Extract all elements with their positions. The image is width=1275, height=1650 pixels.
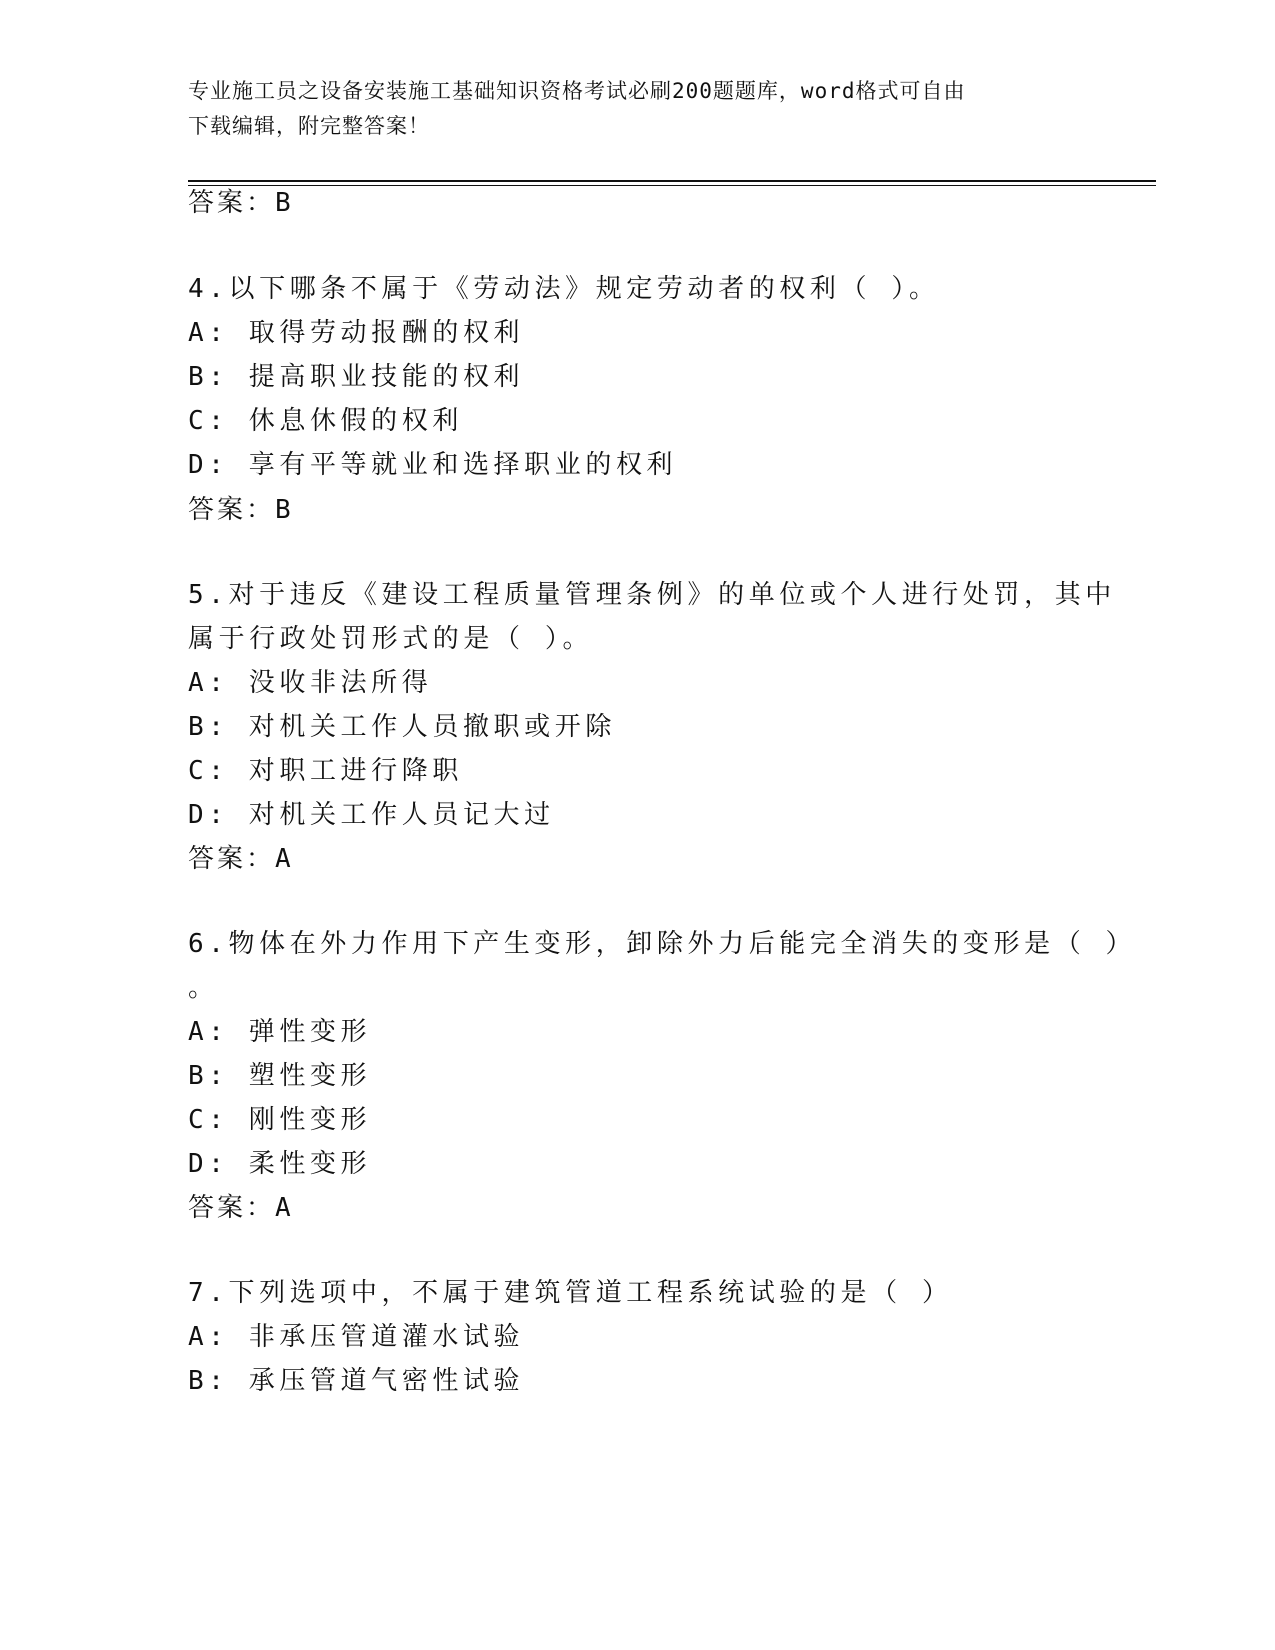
answer-value: A (275, 1193, 292, 1223)
answer-value: A (275, 844, 292, 874)
q5-question-line-2: 属于行政处罚形式的是（ ）。 (188, 624, 594, 654)
q7-question: 7.下列选项中，不属于建筑管道工程系统试验的是（ ） (188, 1278, 953, 1308)
q6-option-c: C: 刚性变形 (188, 1105, 372, 1135)
q4-option-b: B: 提高职业技能的权利 (188, 362, 525, 392)
q4-option-d: D: 享有平等就业和选择职业的权利 (188, 450, 678, 480)
q6-option-a: A: 弹性变形 (188, 1017, 372, 1047)
q6-option-b: B: 塑性变形 (188, 1061, 372, 1091)
q6-answer (188, 1192, 292, 1224)
q7-option-b: B: 承压管道气密性试验 (188, 1366, 525, 1396)
q6-option-d: D: 柔性变形 (188, 1149, 372, 1179)
q6-question-line-2: 。 (188, 973, 219, 1003)
q3-answer (188, 187, 292, 219)
q5-question-line-1: 5.对于违反《建设工程质量管理条例》的单位或个人进行处罚，其中 (188, 580, 1116, 610)
answer-label: 答案： (188, 495, 276, 525)
q4-option-c: C: 休息休假的权利 (188, 406, 463, 436)
header-divider-thin (188, 185, 1156, 186)
answer-label: 答案： (188, 844, 276, 874)
header-divider-thick (188, 180, 1156, 182)
q5-option-d: D: 对机关工作人员记大过 (188, 800, 555, 830)
q5-option-a: A: 没收非法所得 (188, 668, 433, 698)
header-line-1: 专业施工员之设备安装施工基础知识资格考试必刷200题题库，word格式可自由 (188, 79, 966, 103)
header-line-2: 下载编辑，附完整答案！ (188, 114, 430, 138)
answer-value: B (275, 495, 292, 525)
q5-option-b: B: 对机关工作人员撤职或开除 (188, 712, 616, 742)
answer-label: 答案： (188, 1193, 276, 1223)
q6-question-line-1: 6.物体在外力作用下产生变形，卸除外力后能完全消失的变形是（ ） (188, 929, 1137, 959)
q4-answer (188, 494, 292, 526)
answer-label: 答案： (188, 188, 276, 218)
q5-answer (188, 843, 292, 875)
q4-question: 4.以下哪条不属于《劳动法》规定劳动者的权利（ ）。 (188, 274, 940, 304)
q4-option-a: A: 取得劳动报酬的权利 (188, 318, 525, 348)
q7-option-a: A: 非承压管道灌水试验 (188, 1322, 525, 1352)
q5-option-c: C: 对职工进行降职 (188, 756, 463, 786)
answer-value: B (275, 188, 292, 218)
document-header (188, 74, 1068, 144)
